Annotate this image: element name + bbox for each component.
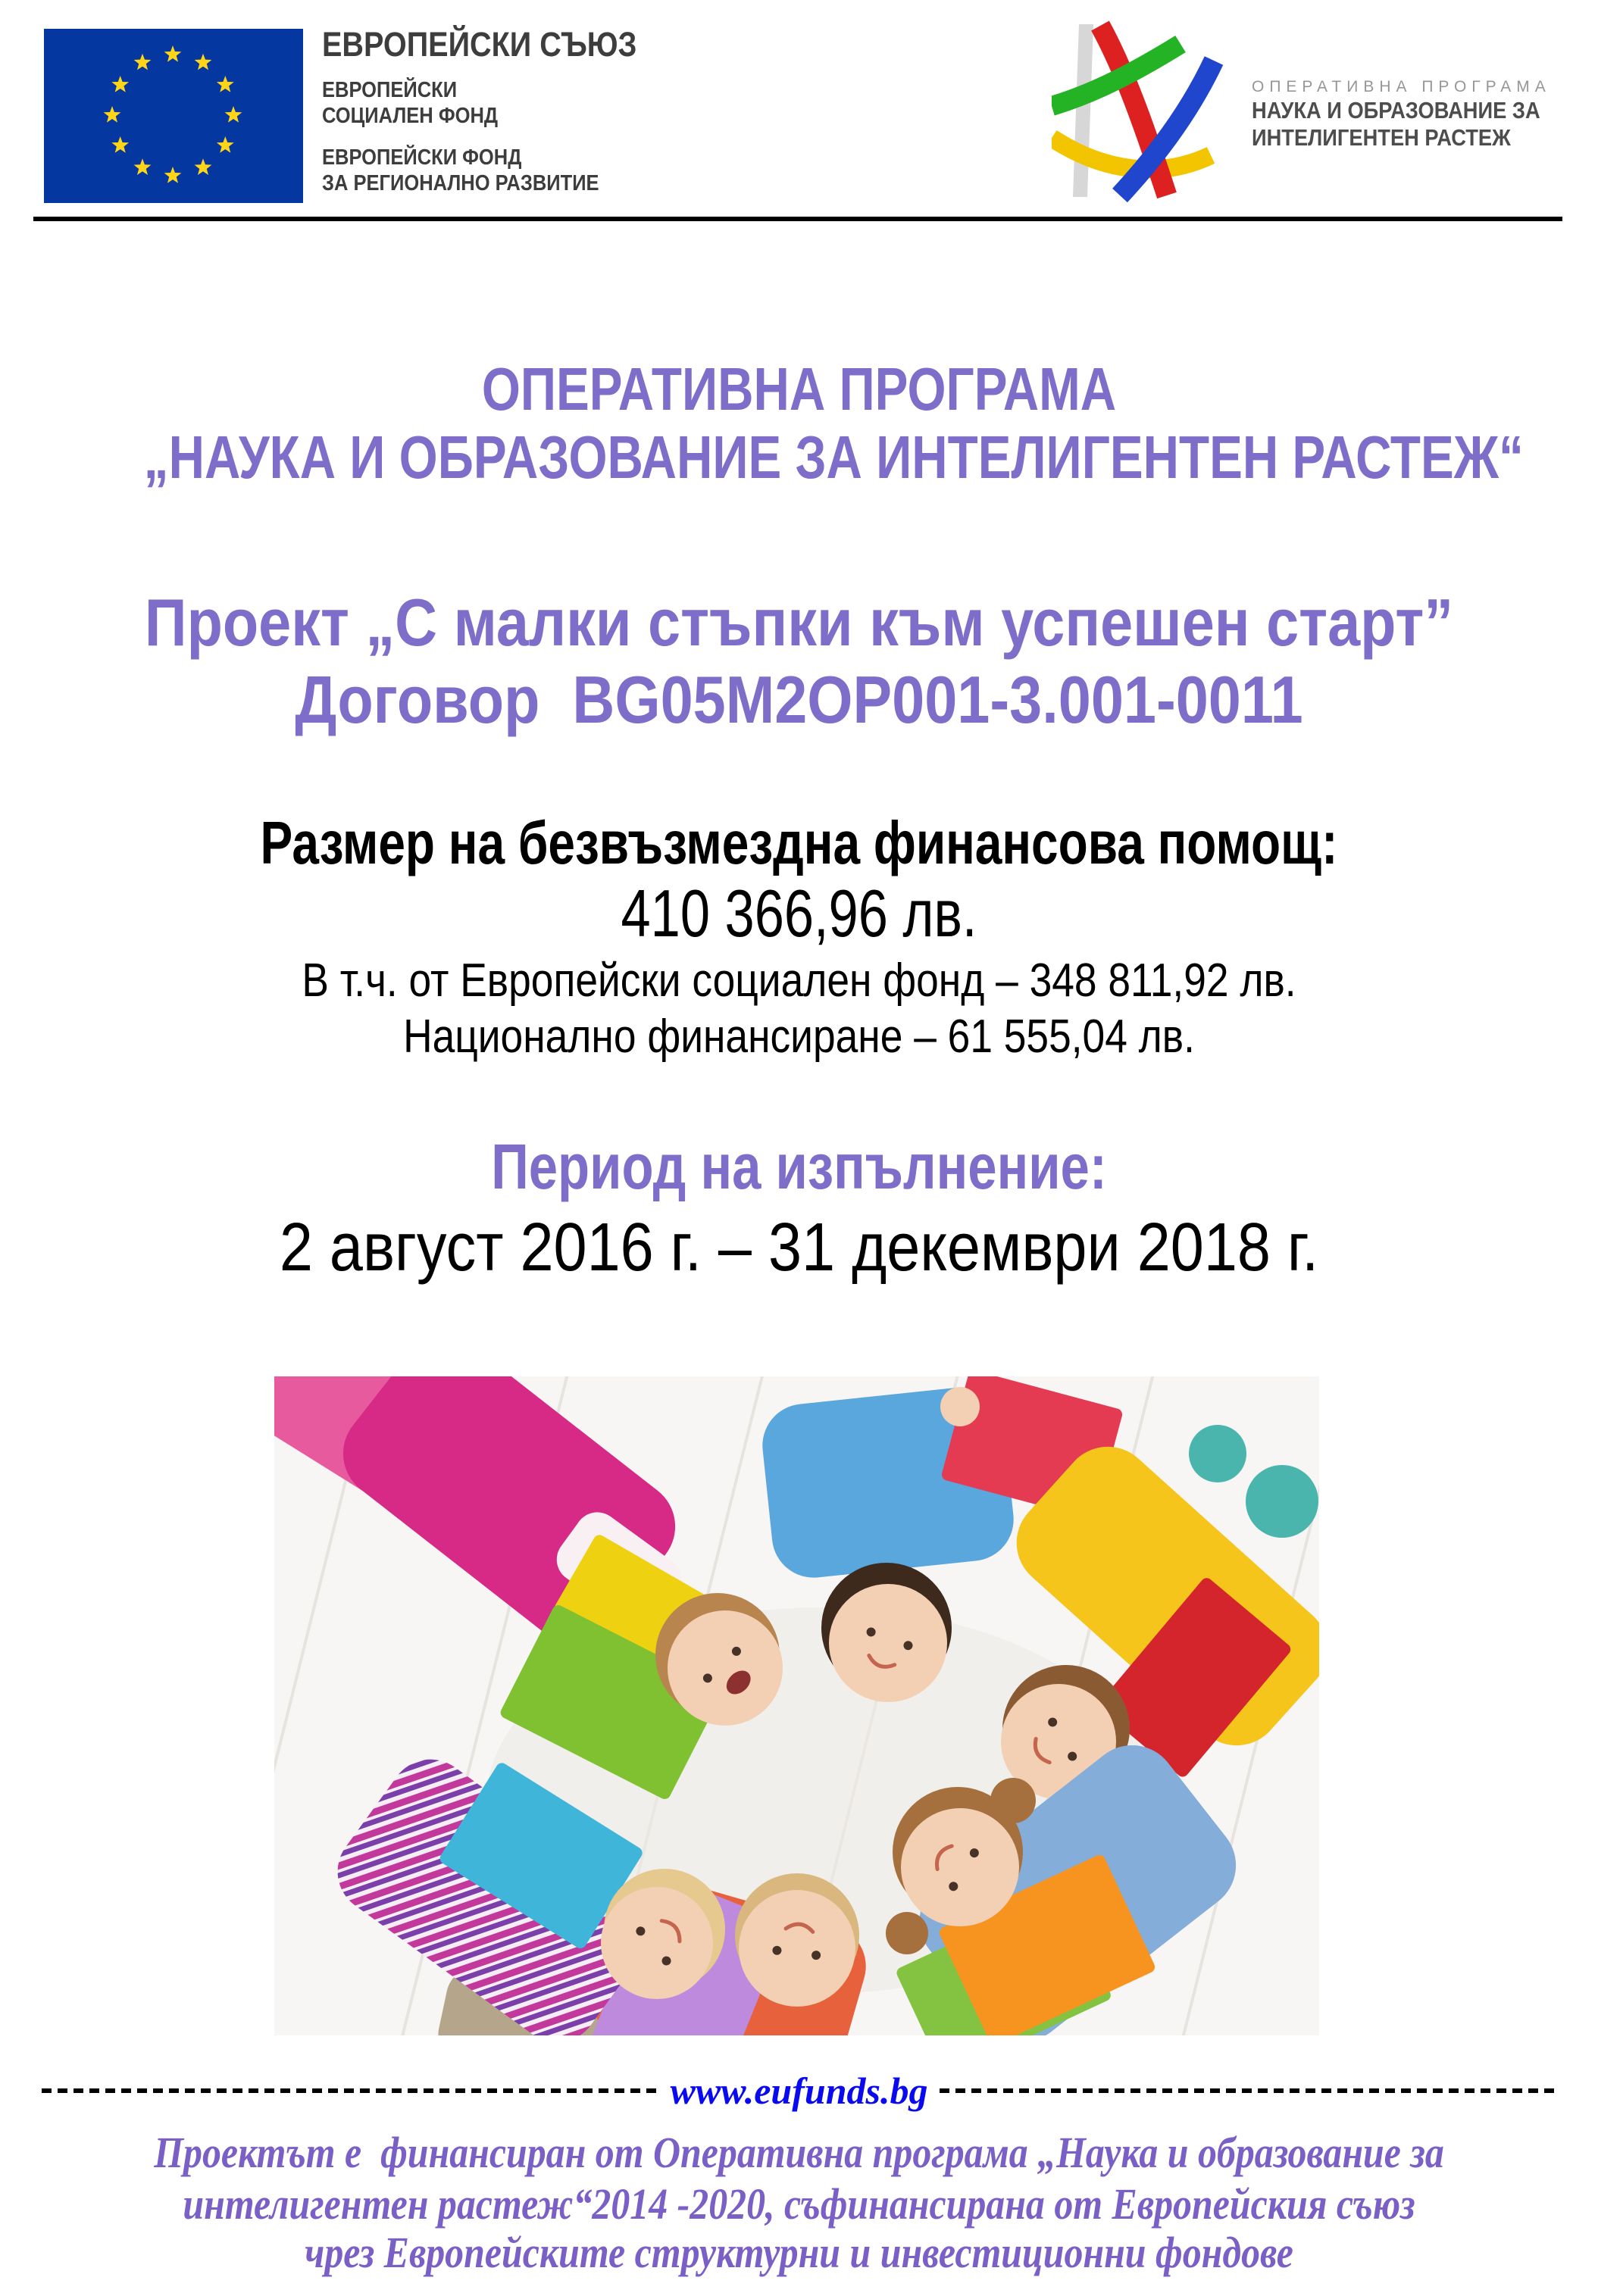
footer-text-line1: Проектът е финансиран от Оперативна програма „Наука и образование за [154, 2128, 1444, 2177]
grant-esf-line: В т.ч. от Европейски социален фонд – 348 811,92 лв. [302, 954, 1296, 1007]
op-big-label-line1: НАУКА И ОБРАЗОВАНИЕ ЗА [1252, 97, 1540, 123]
programme-title-line2: „НАУКА И ОБРАЗОВАНИЕ ЗА ИНТЕЛИГЕНТЕН РАСТЕЖ“ [143, 423, 1524, 491]
footer-text-line2: интелигентен растеж“2014 -2020, съфинансирана от Европейския съюз [183, 2179, 1415, 2229]
op-programme-ribbons-icon [1052, 17, 1260, 202]
children-photo-illustration [274, 1376, 1319, 2035]
op-big-label-line2: ИНТЕЛИГЕНТЕН РАСТЕЖ [1252, 124, 1511, 151]
esf-label-line1: ЕВРОПЕЙСКИ [322, 78, 458, 102]
footer-text-line3: чрез Европейските структурни и инвестиционни фондове [305, 2228, 1293, 2277]
project-contract: Договор BG05M2OP001-3.001-0011 [295, 662, 1303, 737]
period-heading: Период на изпълнение: [491, 1131, 1107, 1202]
op-small-label: ОПЕРАТИВНА ПРОГРАМА [1252, 78, 1551, 95]
website-row [42, 2070, 1556, 2112]
dashed-line-right [940, 2088, 1556, 2093]
eu-flag-icon [44, 29, 303, 203]
dashed-line-left [42, 2088, 658, 2093]
children-photo [274, 1376, 1319, 2035]
erdf-label-line2: ЗА РЕГИОНАЛНО РАЗВИТИЕ [322, 171, 599, 195]
eu-flag-logo [44, 29, 303, 203]
erdf-label-line1: ЕВРОПЕЙСКИ ФОНД [322, 145, 522, 170]
grant-heading: Размер на безвъзмездна финансова помощ: [260, 809, 1338, 876]
period-dates: 2 август 2016 г. – 31 декември 2018 г. [279, 1210, 1319, 1285]
header-divider [33, 217, 1562, 221]
eu-union-label: ЕВРОПЕЙСКИ СЪЮЗ [322, 25, 637, 64]
programme-title-line1: ОПЕРАТИВНА ПРОГРАМА [481, 355, 1117, 423]
grant-total: 410 366,96 лв. [621, 876, 977, 951]
project-name: Проект „С малки стъпки към успешен старт” [144, 585, 1454, 660]
eufunds-link[interactable]: www.eufunds.bg [670, 2070, 928, 2112]
esf-label-line2: СОЦИАЛЕН ФОНД [322, 104, 499, 128]
grant-national-line: Национално финансиране – 61 555,04 лв. [403, 1011, 1195, 1063]
